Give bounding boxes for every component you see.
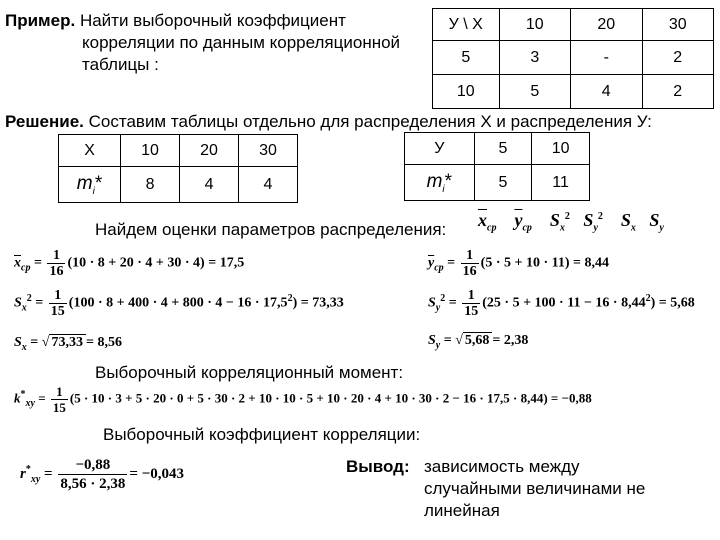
lhs-sup: *: [25, 463, 31, 475]
corr-x-value: 30: [642, 9, 714, 41]
sub-label: x: [630, 222, 636, 234]
x-table-value: 20: [180, 135, 239, 167]
lhs-sub: y: [435, 302, 441, 314]
fraction: [461, 248, 479, 279]
denominator: 16: [49, 264, 64, 279]
corr-y-value: 5: [433, 41, 500, 75]
fraction: [462, 288, 480, 319]
formula-tail: ) = 5,68: [650, 295, 695, 311]
lhs: S: [14, 335, 22, 350]
y-table-head: У: [405, 133, 475, 165]
lhs: k: [14, 390, 21, 406]
y-distribution-table: [404, 132, 590, 201]
lhs-sub: xy: [25, 398, 35, 410]
freq-star: *: [444, 170, 453, 192]
corr-cell: 4: [571, 75, 642, 109]
conclusion-line1: зависимость между: [424, 457, 580, 476]
lhs-sub: xy: [30, 473, 41, 485]
lhs: $\overline{x}$: [14, 255, 21, 271]
body-sup: 2: [287, 293, 293, 305]
x-distribution-table: [58, 134, 298, 203]
sup-label: 2: [597, 211, 603, 222]
fraction: [58, 456, 127, 493]
lhs-sub: y: [435, 339, 441, 351]
sub-label: y: [659, 222, 664, 234]
solution-text: Составим таблицы отдельно для распределения Х и распределения У:: [88, 112, 652, 131]
coefficient-text: Выборочный коэффициент корреляции:: [103, 425, 421, 444]
result: = 2,38: [492, 333, 529, 348]
conclusion-line2: случайными величинами не: [424, 479, 646, 498]
lhs-sub: x: [21, 302, 27, 314]
example-statement: [5, 10, 346, 32]
formula-body: (5 · 10 · 3 + 5 · 20 · 0 + 5 · 30 · 2 + 10 · 10 · 5 + 10 · 20 · 4 + 10 · 30 · 2 − 16 · 17,5 · 8,44) = −0,88: [69, 390, 592, 406]
lhs: S: [428, 333, 436, 348]
sub-label: y: [593, 222, 598, 234]
sub-label: x: [559, 222, 565, 234]
freq-sub: i: [92, 185, 95, 197]
sy2-formula: $S_y^2$ = $\frac{1}{15}$ $(25 \cdot 5 + 100 \cdot 11 - 16 \cdot 8,44^2) = 5,68$: [428, 288, 695, 319]
radicand: 73,33: [49, 334, 86, 351]
result: = −0,043: [129, 465, 184, 482]
x-mean-symbol: $\overline{x}$: [478, 210, 487, 230]
numerator: 1: [462, 288, 480, 304]
corr-cell: 2: [642, 41, 714, 75]
fraction: [51, 384, 68, 415]
x-table-freq: 4: [180, 167, 239, 203]
corr-x-value: 20: [571, 9, 642, 41]
sx2-symbol: S: [549, 210, 560, 230]
x-table-value: 10: [121, 135, 180, 167]
sub-label: ср: [487, 222, 497, 234]
denominator: 8,56 · 2,38: [60, 476, 126, 492]
radicand: 5,68: [463, 332, 493, 349]
y-table-freq: 5: [474, 165, 532, 201]
numerator: −0,88: [58, 456, 127, 475]
example-label: Пример.: [5, 11, 76, 30]
denominator: 15: [464, 304, 479, 319]
example-line3: таблицы :: [82, 55, 159, 74]
sx2-formula: $S_x^2$ = $\frac{1}{15}$ $(100 \cdot 8 + 400 \cdot 4 + 800 \cdot 4 - 16 \cdot 17,5^2) = 73,33$: [14, 288, 344, 319]
sy-symbol: S: [649, 210, 660, 230]
fraction: [47, 248, 65, 279]
corr-corner: У \ Х: [433, 9, 500, 41]
corr-cell: 5: [499, 75, 570, 109]
y-mean-symbol: $\overline{y}$: [514, 210, 523, 230]
denominator: 16: [462, 264, 477, 279]
solution-statement: [5, 111, 652, 133]
sup-label: 2: [564, 211, 570, 222]
x-table-freq-label: [59, 167, 121, 203]
coefficient-formula: $r^*_{xy}$ = $\frac{-0,88}{8,56 \cdot 2,38}$ = −0,043: [20, 457, 184, 492]
y-table-freq-label: [405, 165, 475, 201]
sx-symbol: S: [620, 210, 631, 230]
lhs: S: [14, 295, 22, 311]
sx-formula: $S_x$ = √ 73,33 = 8,56: [14, 335, 122, 353]
sub-label: ср: [522, 222, 532, 234]
example-line1: Найти выборочный коэффициент: [79, 11, 346, 30]
formula-tail: ) = 73,33: [292, 295, 344, 311]
params-symbols: [478, 210, 664, 234]
correlation-table: [432, 8, 714, 109]
denominator: 15: [50, 304, 65, 319]
lhs-sub: ср: [434, 262, 444, 274]
numerator: 1: [49, 288, 67, 304]
body-sup: 2: [645, 293, 651, 305]
moment-formula: $k^*_{xy}$ = $\frac{1}{15}$ (5 · 10 · 3 + 5 · 20 · 0 + 5 · 30 · 2 + 10 · 10 · 5 + 10 · 20 · 4 + 10 · 30 · 2 − 16 · 17,5 · 8,44) = −0,88: [14, 384, 592, 415]
sy-formula: $S_y$ = √ 5,68 = 2,38: [428, 333, 529, 351]
formula-body: (5 · 5 + 10 · 11) = 8,44: [480, 255, 610, 271]
freq-sub: i: [442, 183, 445, 195]
lhs: $\overline{y}$: [428, 255, 435, 271]
y-table-value: 10: [532, 133, 590, 165]
lhs-sup: 2: [26, 293, 32, 305]
sy2-symbol: S: [583, 210, 594, 230]
y-mean-formula: $\overline{y}_{ср}$ = $\frac{1}{16}$ (5 · 5 + 10 · 11) = 8,44: [428, 248, 610, 279]
conclusion-label-text: Вывод:: [346, 457, 410, 476]
corr-y-value: 10: [433, 75, 500, 109]
numerator: 1: [461, 248, 479, 264]
freq-m: m: [426, 170, 443, 192]
example-line2: корреляции по данным корреляционной: [82, 33, 401, 52]
formula-body: (10 · 8 + 20 · 4 + 30 · 4) = 17,5: [67, 255, 245, 271]
x-mean-formula: $\overline{x}_{ср}$ = $\frac{1}{16}$ (10 · 8 + 20 · 4 + 30 · 4) = 17,5: [14, 248, 245, 279]
lhs: r: [20, 465, 26, 482]
moment-text: Выборочный корреляционный момент:: [95, 363, 404, 382]
x-table-value: 30: [239, 135, 298, 167]
x-table-head: Х: [59, 135, 121, 167]
corr-cell: 2: [642, 75, 714, 109]
params-text: Найдем оценки параметров распределения:: [95, 220, 447, 239]
x-table-freq: 8: [121, 167, 180, 203]
formula-body: (25 · 5 + 100 · 11 − 16 · 8,44: [482, 295, 646, 311]
x-table-freq: 4: [239, 167, 298, 203]
freq-m: m: [76, 172, 93, 194]
corr-x-value: 10: [499, 9, 570, 41]
lhs-sub: ср: [21, 262, 31, 274]
numerator: 1: [47, 248, 65, 264]
conclusion-label: [346, 456, 410, 478]
conclusion-line3: линейная: [424, 501, 500, 520]
y-table-freq: 11: [532, 165, 590, 201]
result: = 8,56: [85, 335, 122, 350]
lhs: S: [428, 295, 436, 311]
lhs-sup: 2: [440, 293, 446, 305]
formula-body: (100 · 8 + 400 · 4 + 800 · 4 − 16 · 17,5: [68, 295, 288, 311]
solution-label: Решение.: [5, 112, 84, 131]
corr-cell: -: [571, 41, 642, 75]
lhs-sub: x: [21, 341, 27, 353]
freq-star: *: [94, 172, 103, 194]
fraction: [49, 288, 67, 319]
y-table-value: 5: [474, 133, 532, 165]
corr-cell: 3: [499, 41, 570, 75]
numerator: 1: [51, 384, 68, 400]
lhs-sup: *: [20, 389, 26, 401]
denominator: 15: [52, 400, 66, 415]
